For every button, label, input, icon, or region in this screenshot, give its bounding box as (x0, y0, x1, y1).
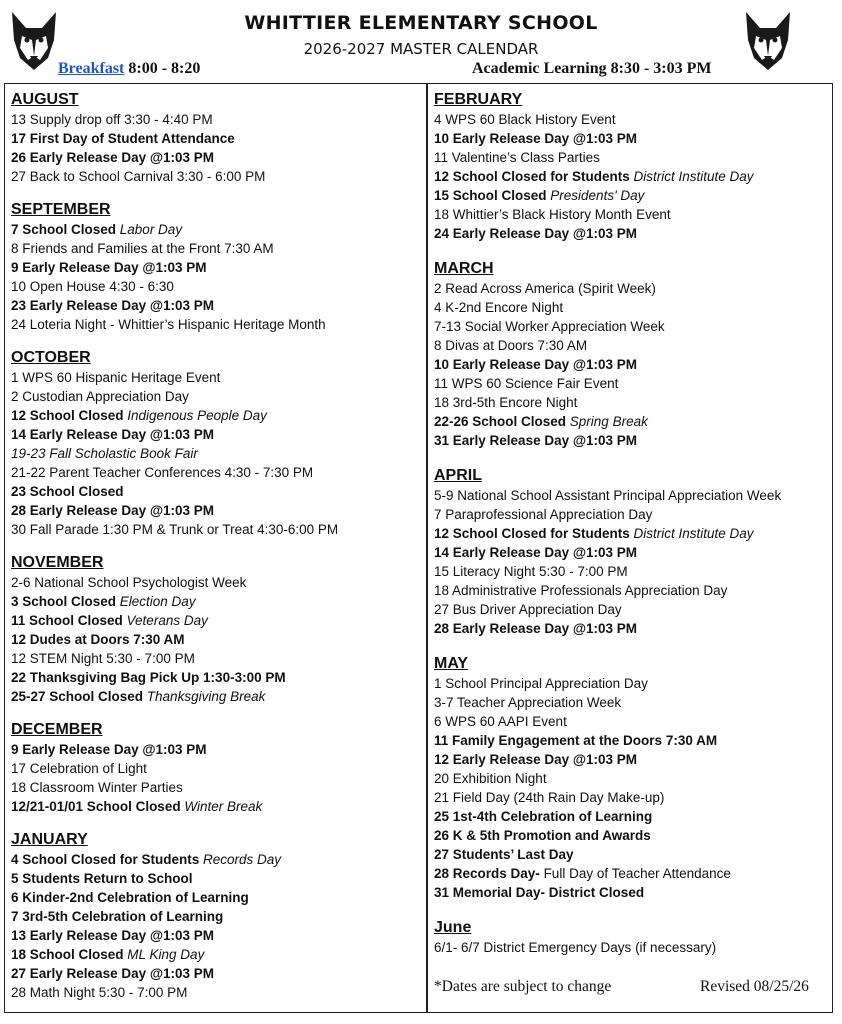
event-text: 8 Friends and Families at the Front 7:30 AM (11, 241, 274, 256)
event-line (11, 687, 419, 706)
event-text: 14 Early Release Day @1:03 PM (434, 545, 638, 560)
event-text: 14 Early Release Day @1:03 PM (11, 427, 215, 442)
event-line (11, 277, 419, 296)
event-text: 28 Early Release Day @1:03 PM (434, 621, 638, 636)
event-line (434, 674, 826, 693)
event-text: 17 First Day of Student Attendance (11, 131, 235, 146)
event-line (11, 964, 419, 983)
event-text: 27 Early Release Day @1:03 PM (11, 966, 215, 981)
event-text: 12 School Closed for Students (434, 526, 634, 541)
event-text: Thanksgiving Break (146, 689, 266, 704)
event-line (11, 907, 419, 926)
event-line (11, 649, 419, 668)
month-section (434, 466, 826, 638)
event-line (11, 592, 419, 611)
event-text: 25 1st-4th Celebration of Learning (434, 809, 653, 824)
event-line (11, 110, 419, 129)
event-line (434, 317, 826, 336)
event-line (434, 374, 826, 393)
event-line (434, 731, 826, 750)
event-line (434, 486, 826, 505)
event-line (434, 167, 826, 186)
event-line (11, 888, 419, 907)
event-text: 4 K-2nd Encore Night (434, 300, 564, 315)
calendar-header (0, 0, 842, 84)
month-section (11, 720, 419, 816)
month-section (11, 553, 419, 706)
column-divider (426, 83, 428, 1013)
event-line (11, 482, 419, 501)
event-text: 18 Administrative Professionals Appreciation Day (434, 583, 728, 598)
breakfast-link[interactable]: Breakfast (58, 60, 125, 77)
event-line (434, 807, 826, 826)
event-text: 6/1- 6/7 District Emergency Days (if necessary) (434, 940, 717, 955)
event-line (434, 600, 826, 619)
event-line (11, 740, 419, 759)
event-text: Veterans Day (126, 613, 208, 628)
event-line (11, 368, 419, 387)
event-line (11, 850, 419, 869)
event-line (11, 239, 419, 258)
event-text: Labor Day (119, 222, 183, 237)
event-text: Spring Break (569, 414, 648, 429)
event-text: ML King Day (127, 947, 205, 962)
event-line (434, 562, 826, 581)
event-line (11, 611, 419, 630)
event-text: 27 Bus Driver Appreciation Day (434, 602, 622, 617)
event-text: 12 Dudes at Doors 7:30 AM (11, 632, 185, 647)
month-heading: DECEMBER (11, 721, 103, 738)
event-line (11, 778, 419, 797)
event-line (434, 826, 826, 845)
event-line (434, 619, 826, 638)
month-section (434, 918, 826, 957)
event-text: 11 WPS 60 Science Fair Event (434, 376, 619, 391)
event-line (11, 296, 419, 315)
event-text: 28 Math Night 5:30 - 7:00 PM (11, 985, 188, 1000)
event-line (11, 668, 419, 687)
event-line (434, 750, 826, 769)
event-text: 6 Kinder-2nd Celebration of Learning (11, 890, 249, 905)
event-text: 28 Early Release Day @1:03 PM (11, 503, 215, 518)
event-line (11, 315, 419, 334)
event-text: District Institute Day (633, 526, 754, 541)
event-text: 3 School Closed (11, 594, 120, 609)
event-line (11, 869, 419, 888)
event-line (434, 205, 826, 224)
event-text: 12 Early Release Day @1:03 PM (434, 752, 638, 767)
event-line (11, 425, 419, 444)
event-line (11, 797, 419, 816)
event-text: 8 Divas at Doors 7:30 AM (434, 338, 588, 353)
event-text: 24 Loteria Night - Whittier’s Hispanic Heritage Month (11, 317, 326, 332)
event-line (11, 167, 419, 186)
event-line (11, 520, 419, 539)
event-text: 26 K & 5th Promotion and Awards (434, 828, 651, 843)
event-line (11, 129, 419, 148)
event-line (434, 355, 826, 374)
event-text: 13 Supply drop off 3:30 - 4:40 PM (11, 112, 213, 127)
month-section (434, 90, 826, 243)
month-heading: SEPTEMBER (11, 201, 111, 218)
event-line (434, 186, 826, 205)
school-name: WHITTIER ELEMENTARY SCHOOL (244, 12, 598, 34)
event-text: 18 Whittier’s Black History Month Event (434, 207, 671, 222)
month-heading: June (434, 919, 472, 936)
event-text: 31 Early Release Day @1:03 PM (434, 433, 638, 448)
event-text: 18 Classroom Winter Parties (11, 780, 183, 795)
event-text: 7-13 Social Worker Appreciation Week (434, 319, 665, 334)
dates-subject-note: *Dates are subject to change (434, 978, 612, 995)
event-line (434, 543, 826, 562)
event-text: Winter Break (184, 799, 263, 814)
month-section (434, 259, 826, 450)
event-line (434, 224, 826, 243)
event-line (11, 926, 419, 945)
event-line (434, 336, 826, 355)
event-text: 10 Early Release Day @1:03 PM (434, 131, 638, 146)
event-line (434, 412, 826, 431)
event-text: 31 Memorial Day- District Closed (434, 885, 645, 900)
event-text: 10 Early Release Day @1:03 PM (434, 357, 638, 372)
event-line (434, 581, 826, 600)
event-line (434, 431, 826, 450)
event-text: 5-9 National School Assistant Principal Appreciation Week (434, 488, 782, 503)
event-text: 7 School Closed (11, 222, 120, 237)
event-line (434, 883, 826, 902)
breakfast-hours: 8:00 - 8:20 (124, 60, 201, 77)
calendar-title: 2026-2027 MASTER CALENDAR (303, 40, 539, 58)
event-line (434, 298, 826, 317)
event-line (434, 129, 826, 148)
event-line (11, 258, 419, 277)
event-line (11, 148, 419, 167)
event-text: Records Day (203, 852, 282, 867)
event-line (434, 845, 826, 864)
event-line (11, 501, 419, 520)
event-text: 2-6 National School Psychologist Week (11, 575, 247, 590)
event-text: 28 Records Day- (434, 866, 544, 881)
event-text: 2 Custodian Appreciation Day (11, 389, 189, 404)
event-text: 30 Fall Parade 1:30 PM & Trunk or Treat 4:30-6:00 PM (11, 522, 339, 537)
event-line (434, 769, 826, 788)
event-text: 13 Early Release Day @1:03 PM (11, 928, 215, 943)
event-text: 12 School Closed for Students (434, 169, 634, 184)
event-line (11, 573, 419, 592)
event-text: 11 Valentine’s Class Parties (434, 150, 600, 165)
event-text: 26 Early Release Day @1:03 PM (11, 150, 215, 165)
right-column (434, 90, 826, 973)
event-line (11, 444, 419, 463)
event-text: 7 Paraprofessional Appreciation Day (434, 507, 653, 522)
month-heading: JANUARY (11, 831, 88, 848)
month-heading: NOVEMBER (11, 554, 104, 571)
event-text: 12 STEM Night 5:30 - 7:00 PM (11, 651, 195, 666)
event-text: Full Day of Teacher Attendance (543, 866, 731, 881)
event-line (434, 148, 826, 167)
academic-learning-time: Academic Learning 8:30 - 3:03 PM (472, 60, 712, 77)
event-text: 4 WPS 60 Black History Event (434, 112, 616, 127)
month-section (11, 348, 419, 539)
event-line (434, 279, 826, 298)
event-text: 1 WPS 60 Hispanic Heritage Event (11, 370, 221, 385)
event-text: 15 Literacy Night 5:30 - 7:00 PM (434, 564, 628, 579)
event-text: 22-26 School Closed (434, 414, 570, 429)
month-section (11, 200, 419, 334)
event-line (434, 938, 826, 957)
event-line (434, 505, 826, 524)
event-text: 10 Open House 4:30 - 6:30 (11, 279, 174, 294)
month-heading: MARCH (434, 260, 494, 277)
event-text: 21-22 Parent Teacher Conferences 4:30 - 7:30 PM (11, 465, 314, 480)
event-text: Election Day (119, 594, 196, 609)
month-section (434, 654, 826, 902)
event-line (11, 406, 419, 425)
event-text: 6 WPS 60 AAPI Event (434, 714, 567, 729)
event-line (434, 110, 826, 129)
month-section (11, 830, 419, 1002)
event-text: Indigenous People Day (127, 408, 267, 423)
event-line (434, 393, 826, 412)
event-text: 20 Exhibition Night (434, 771, 547, 786)
event-text: 25-27 School Closed (11, 689, 147, 704)
event-line (11, 630, 419, 649)
event-text: 21 Field Day (24th Rain Day Make-up) (434, 790, 665, 805)
event-line (11, 387, 419, 406)
event-text: 18 3rd-5th Encore Night (434, 395, 578, 410)
revised-date: Revised 08/25/26 (700, 978, 809, 995)
event-line (434, 712, 826, 731)
event-line (11, 220, 419, 239)
event-text: 27 Back to School Carnival 3:30 - 6:00 PM (11, 169, 266, 184)
event-text: 5 Students Return to School (11, 871, 193, 886)
event-line (434, 864, 826, 883)
event-line (434, 693, 826, 712)
event-line (11, 463, 419, 482)
event-text: 24 Early Release Day @1:03 PM (434, 226, 638, 241)
event-text: 18 School Closed (11, 947, 128, 962)
month-heading: MAY (434, 655, 469, 672)
left-column (11, 90, 419, 1016)
event-text: 15 School Closed (434, 188, 551, 203)
month-section (11, 90, 419, 186)
month-heading: APRIL (434, 467, 482, 484)
event-text: 4 School Closed for Students (11, 852, 204, 867)
event-text: 27 Students’ Last Day (434, 847, 574, 862)
event-text: 2 Read Across America (Spirit Week) (434, 281, 656, 296)
event-text: 9 Early Release Day @1:03 PM (11, 260, 207, 275)
event-line (11, 983, 419, 1002)
event-text: District Institute Day (633, 169, 754, 184)
event-text: 12/21-01/01 School Closed (11, 799, 185, 814)
event-text: 17 Celebration of Light (11, 761, 147, 776)
breakfast-time (58, 60, 200, 78)
event-text: 23 Early Release Day @1:03 PM (11, 298, 215, 313)
event-text: 23 School Closed (11, 484, 124, 499)
event-text: 7 3rd-5th Celebration of Learning (11, 909, 224, 924)
month-heading: FEBRUARY (434, 91, 523, 108)
month-heading: AUGUST (11, 91, 79, 108)
event-text: 9 Early Release Day @1:03 PM (11, 742, 207, 757)
event-line (11, 945, 419, 964)
event-text: 19-23 Fall Scholastic Book Fair (11, 446, 198, 461)
event-line (434, 524, 826, 543)
event-text: 12 School Closed (11, 408, 128, 423)
event-text: 1 School Principal Appreciation Day (434, 676, 648, 691)
event-line (11, 759, 419, 778)
event-line (434, 788, 826, 807)
event-text: 22 Thanksgiving Bag Pick Up 1:30-3:00 PM (11, 670, 286, 685)
month-heading: OCTOBER (11, 349, 91, 366)
event-text: 3-7 Teacher Appreciation Week (434, 695, 622, 710)
event-text: 11 Family Engagement at the Doors 7:30 AM (434, 733, 718, 748)
event-text: Presidents' Day (550, 188, 645, 203)
event-text: 11 School Closed (11, 613, 127, 628)
